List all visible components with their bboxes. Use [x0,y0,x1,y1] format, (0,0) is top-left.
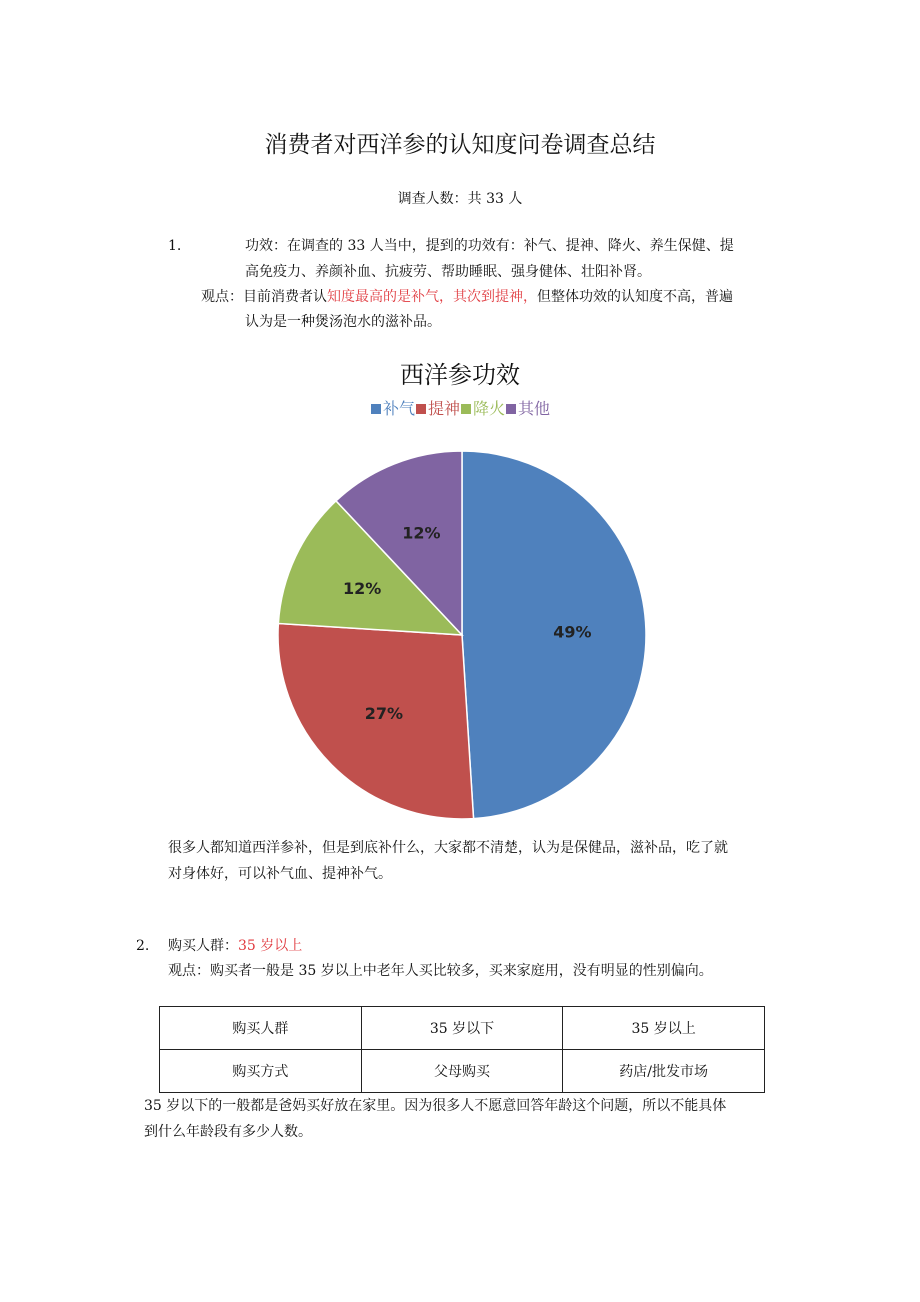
section-2-number: 2. [136,938,150,954]
legend-label: 提神 [427,399,460,418]
legend-swatch [416,404,426,414]
table-cell: 父母购买 [361,1050,563,1093]
pie-chart [270,445,654,829]
note-line2: 到什么年龄段有多少人数。 [144,1124,312,1140]
legend-label: 其他 [518,399,551,418]
table-cell: 35 岁以上 [563,1007,765,1050]
chart-comment-line1: 很多人都知道西洋参补，但是到底补什么，大家都不清楚，认为是保健品，滋补品，吃了就 [168,840,728,856]
pie-data-label: 12% [402,523,441,543]
section-2-highlight: 35 岁以上 [238,938,303,954]
table-cell: 购买方式 [160,1050,362,1093]
pie-data-label: 27% [364,704,404,724]
section-2-label: 购买人群： [168,938,238,954]
view-prefix: 观点：目前消费者认 [201,289,327,305]
section-2-heading [168,933,302,959]
section-2-view: 观点：购买者一般是 35 岁以上中老年人买比较多，买来家庭用，没有明显的性别偏向。 [168,963,713,979]
legend-label: 降火 [473,399,506,418]
legend-swatch [506,404,516,414]
chart-legend [0,396,920,419]
note-line1: 35 岁以下的一般都是爸妈买好放在家里。因为很多人不愿意回答年龄这个问题，所以不能具体 [144,1098,727,1114]
table-cell: 35 岁以下 [361,1007,563,1050]
table-row [160,1007,765,1050]
survey-count: 调查人数：共 33 人 [397,191,523,207]
document-title: 消费者对西洋参的认知度问卷调查总结 [264,132,656,158]
chart-comment-line2: 对身体好，可以补气血、提神补气。 [168,866,392,882]
section-1-line1: 功效：在调查的 33 人当中，提到的功效有：补气、提神、降火、养生保健、提 [245,238,734,254]
section-1-view [201,284,733,310]
pie-data-label: 12% [342,578,382,598]
legend-swatch [371,404,381,414]
table-cell: 购买人群 [160,1007,362,1050]
pie-data-label: 49% [553,622,592,642]
table-cell: 药店/批发市场 [563,1050,765,1093]
table-row [160,1050,765,1093]
view-rest: 但整体功效的认知度不高，普遍 [537,289,733,305]
section-1-view-line2: 认为是一种煲汤泡水的滋补品。 [245,314,441,330]
legend-swatch [461,404,471,414]
section-1-number: 1. [168,238,182,254]
view-highlight: 知度最高的是补气，其次到提神， [327,289,537,305]
purchase-table [159,1006,765,1093]
chart-title: 西洋参功效 [400,361,520,389]
section-1-line2: 高免疫力、养颜补血、抗疲劳、帮助睡眠、强身健体、壮阳补肾。 [245,264,651,280]
legend-label: 补气 [382,399,415,418]
